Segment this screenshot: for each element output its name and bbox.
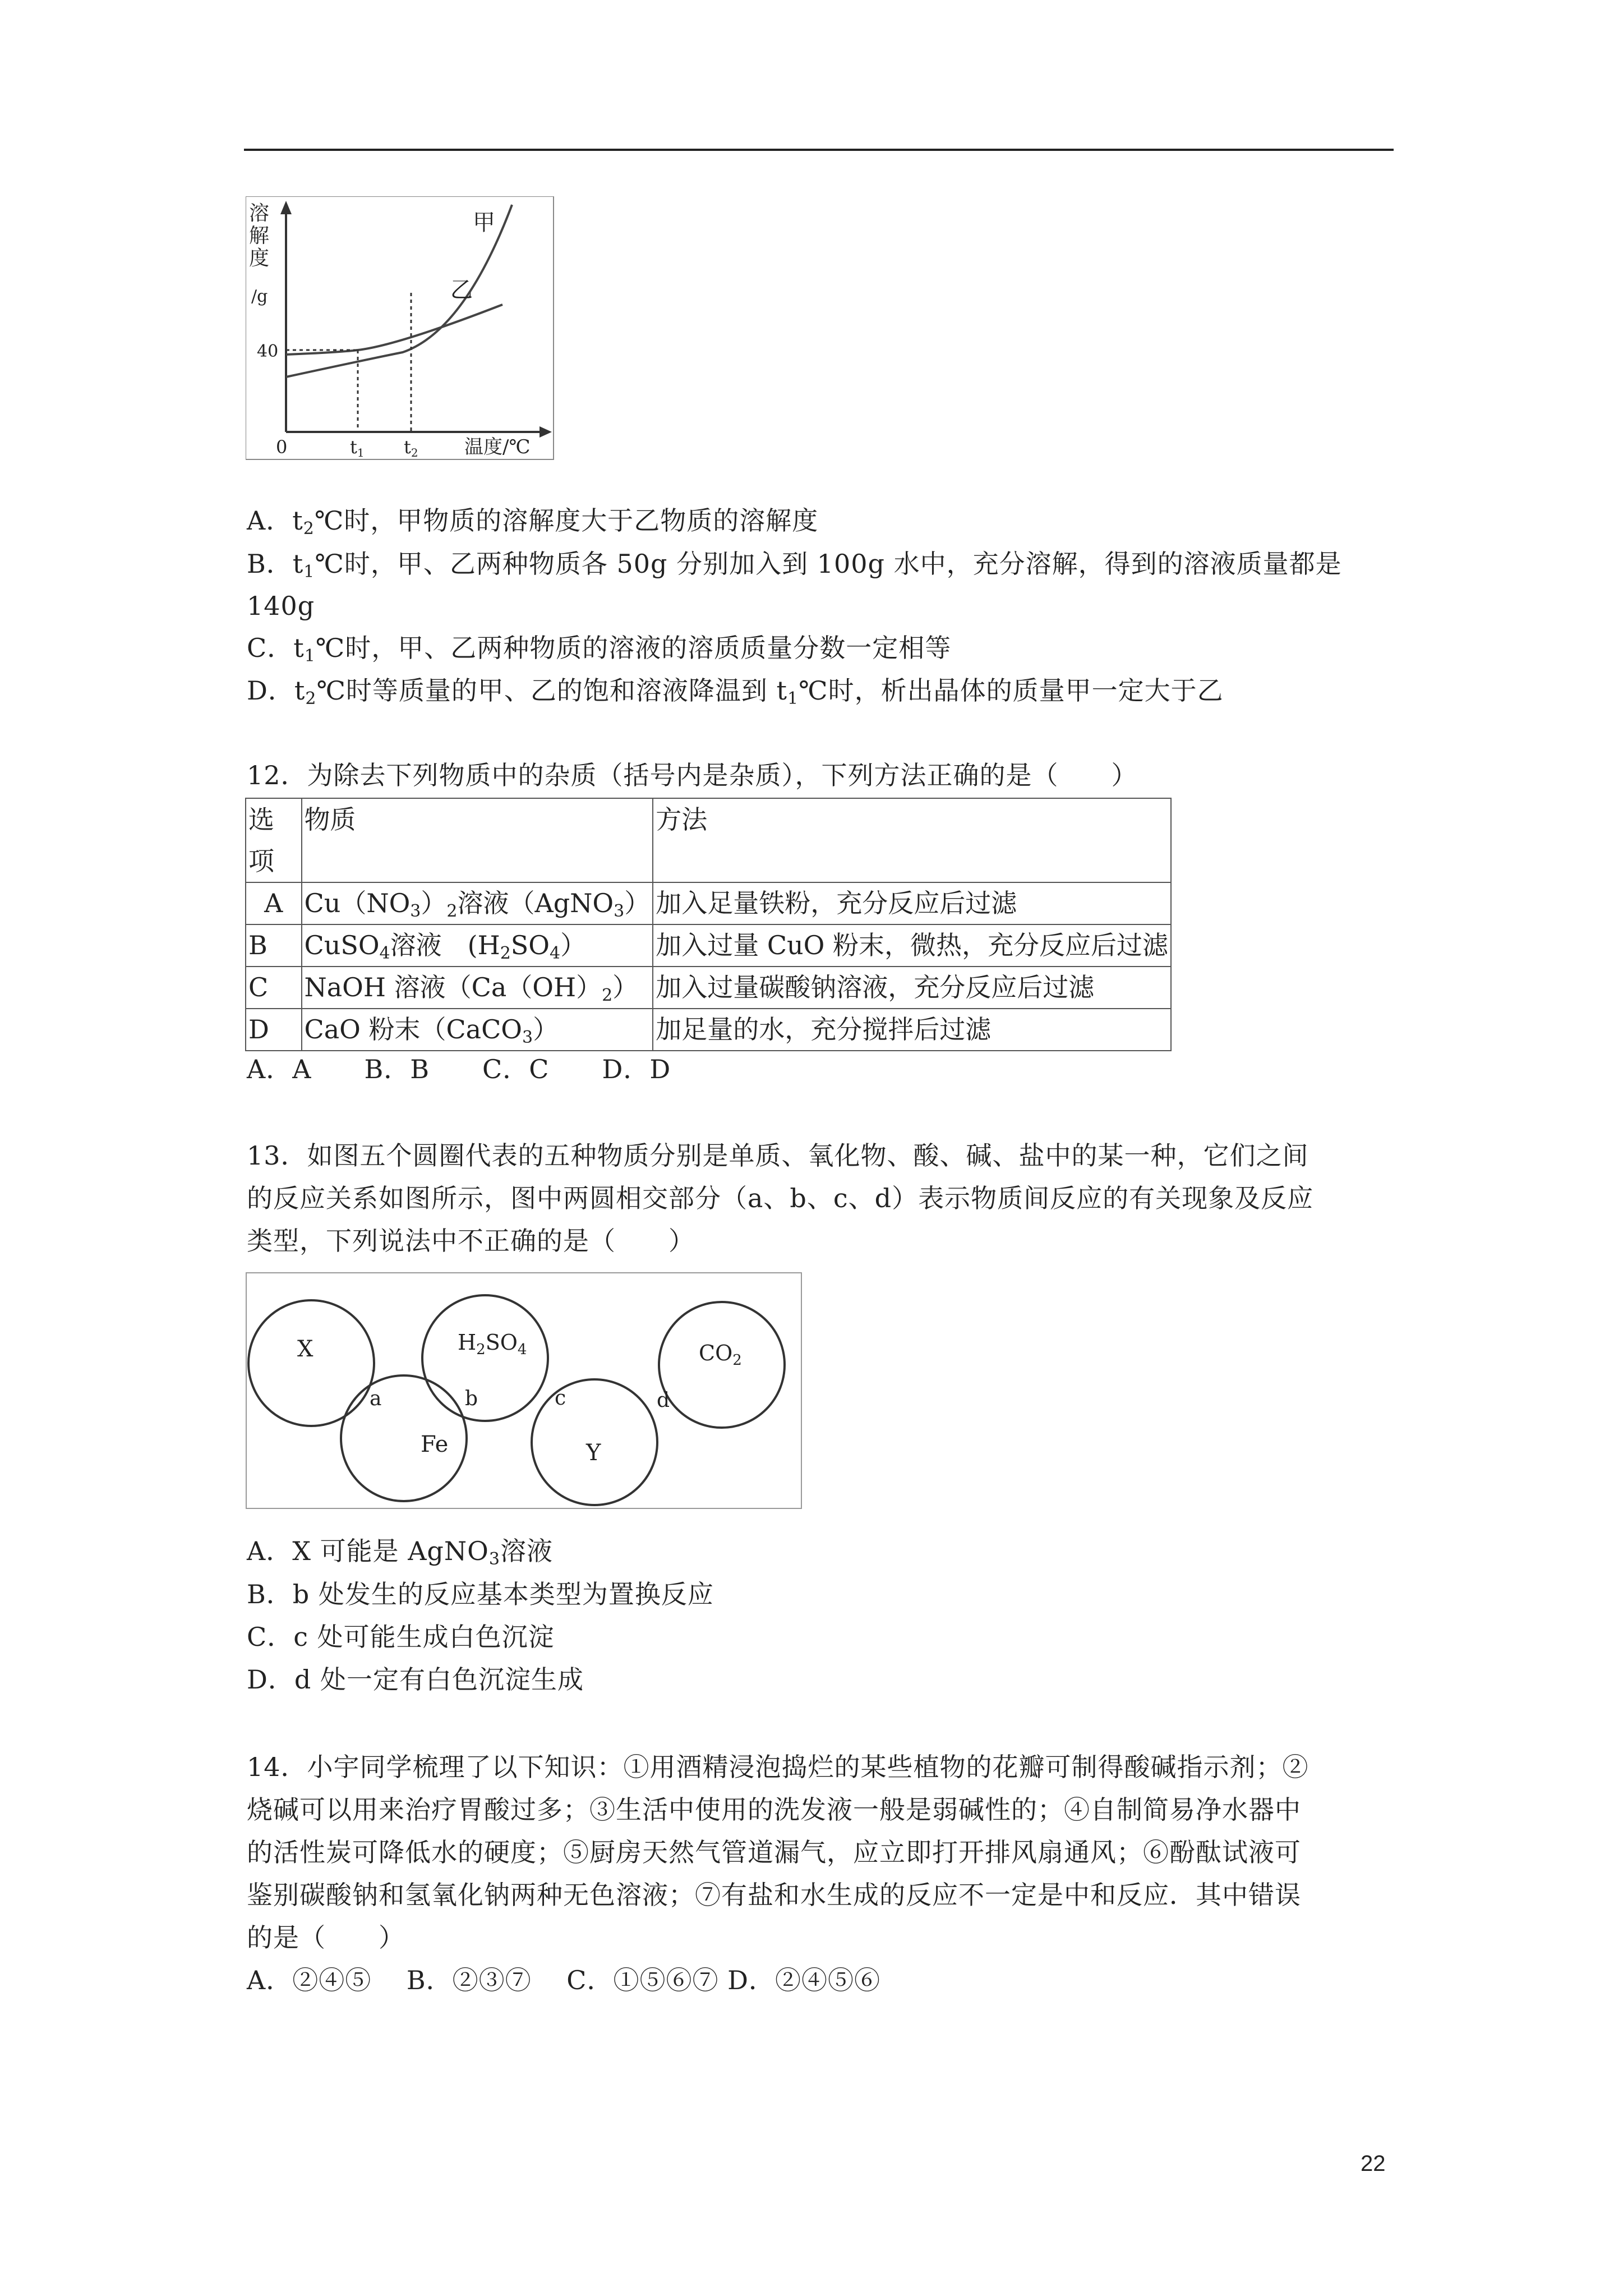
q11-option-d: D．$t_2℃$时等质量的甲、乙的饱和溶液降温到 $t_1℃$时，析出晶体的质量甲一定大于乙 [247, 675, 1224, 708]
q13-line-1: 13．如图五个圆圈代表的五种物质分别是单质、氧化物、酸、碱、盐中的某一种，它们之间 [247, 1140, 1309, 1171]
curve-label-yi: 乙 [450, 277, 473, 303]
row-method: 加入过量碳酸钠溶液，充分反应后过滤 [653, 967, 1171, 1009]
q13-line-3: 类型，下列说法中不正确的是（ ） [247, 1226, 695, 1256]
origin-label: 0 [276, 436, 288, 458]
q14-answers: A．②④⑤ B．②③⑦ C．①⑤⑥⑦ D．②④⑤⑥ [247, 1965, 880, 1995]
table-row [246, 1009, 1171, 1051]
reaction-circles-diagram [246, 1272, 802, 1509]
page-number: 22 [1361, 2151, 1386, 2176]
header-rule [244, 149, 1394, 151]
solubility-chart [246, 196, 554, 460]
label-co2: $CO_2$ [699, 1341, 742, 1369]
q14-line-2: 烧碱可以用来治疗胃酸过多；③生活中使用的洗发液一般是弱碱性的；④自制简易净水器中 [247, 1795, 1301, 1825]
x-axis-label: 温度/℃ [464, 436, 531, 458]
row-substance: CaO 粉末（CaCO$_3$） [302, 1009, 653, 1051]
q11-option-a: A．$t_2℃$时，甲物质的溶解度大于乙物质的溶解度 [247, 505, 819, 539]
q11-option-b: B．$t_1℃$时，甲、乙两种物质各 50g 分别加入到 100g 水中，充分溶解，得到的溶液质量都是 [247, 549, 1342, 582]
q12-answers: A．A B．B C．C D．D [247, 1054, 671, 1084]
label-d: d [657, 1389, 670, 1412]
row-substance: NaOH 溶液$(Ca(OH)_2)$ [302, 967, 653, 1009]
label-h2so4: $H_2SO_4$ [458, 1330, 527, 1358]
table-row [246, 924, 1171, 967]
q13-option-b: B．b 处发生的反应基本类型为置换反应 [247, 1579, 714, 1609]
q14-line-4: 鉴别碳酸钠和氢氧化钠两种无色溶液；⑦有盐和水生成的反应不一定是中和反应．其中错误 [247, 1880, 1301, 1910]
q12-table [245, 798, 1172, 1051]
y-label-unit: /g [251, 287, 268, 306]
label-y: Y [586, 1440, 601, 1466]
header-option: 选 项 [246, 798, 302, 882]
label-c: c [555, 1387, 566, 1410]
row-substance: CuSO$_4$溶液 $(H_2SO_4)$ [302, 924, 653, 967]
q14-line-5: 的是（ ） [247, 1922, 405, 1953]
table-header-row [246, 798, 1171, 882]
row-method: 加入过量 CuO 粉末，微热，充分反应后过滤 [653, 924, 1171, 967]
q14-line-3: 的活性炭可降低水的硬度；⑤厨房天然气管道漏气，应立即打开排风扇通风；⑥酚酞试液可 [247, 1837, 1301, 1867]
x-tick-t1: t1 [350, 436, 365, 459]
y-label-1: 溶 [249, 202, 270, 225]
y-label-2: 解 [249, 224, 270, 247]
q13-option-a: A．X 可能是 AgNO$_3$溶液 [247, 1536, 553, 1569]
label-x: X [297, 1336, 313, 1362]
q14-line-1: 14．小宇同学梳理了以下知识：①用酒精浸泡捣烂的某些植物的花瓣可制得酸碱指示剂；② [247, 1752, 1309, 1782]
table-row [246, 967, 1171, 1009]
table-row [246, 882, 1171, 924]
row-method: 加入足量铁粉，充分反应后过滤 [653, 882, 1171, 924]
row-option: D [246, 1009, 302, 1051]
y-tick-40: 40 [257, 342, 279, 361]
label-b: b [465, 1387, 478, 1410]
label-a: a [370, 1387, 382, 1410]
q13-option-d: D．d 处一定有白色沉淀生成 [247, 1664, 584, 1695]
header-substance: 物质 [302, 798, 653, 882]
curve-label-jia: 甲 [473, 210, 495, 236]
chart-frame [246, 196, 554, 459]
row-option: B [246, 924, 302, 967]
q11-option-c: C．$t_1℃$时，甲、乙两种物质的溶液的溶质质量分数一定相等 [247, 633, 952, 666]
q11-option-b-cont: 140g [247, 591, 315, 621]
y-label-3: 度 [249, 247, 270, 270]
row-substance: $Cu(NO_3)_2$溶液（AgNO$_3$） [302, 882, 653, 924]
q13-line-2: 的反应关系如图所示，图中两圆相交部分（a、b、c、d）表示物质间反应的有关现象及反应 [247, 1183, 1314, 1213]
x-tick-t2: t2 [404, 436, 418, 459]
q13-option-c: C．c 处可能生成白色沉淀 [247, 1622, 555, 1652]
row-option: C [246, 967, 302, 1009]
q12-question: 12．为除去下列物质中的杂质（括号内是杂质），下列方法正确的是（ ） [247, 760, 1138, 790]
header-method: 方法 [653, 798, 1171, 882]
row-method: 加足量的水，充分搅拌后过滤 [653, 1009, 1171, 1051]
label-fe: Fe [421, 1432, 449, 1457]
row-option: A [246, 882, 302, 924]
